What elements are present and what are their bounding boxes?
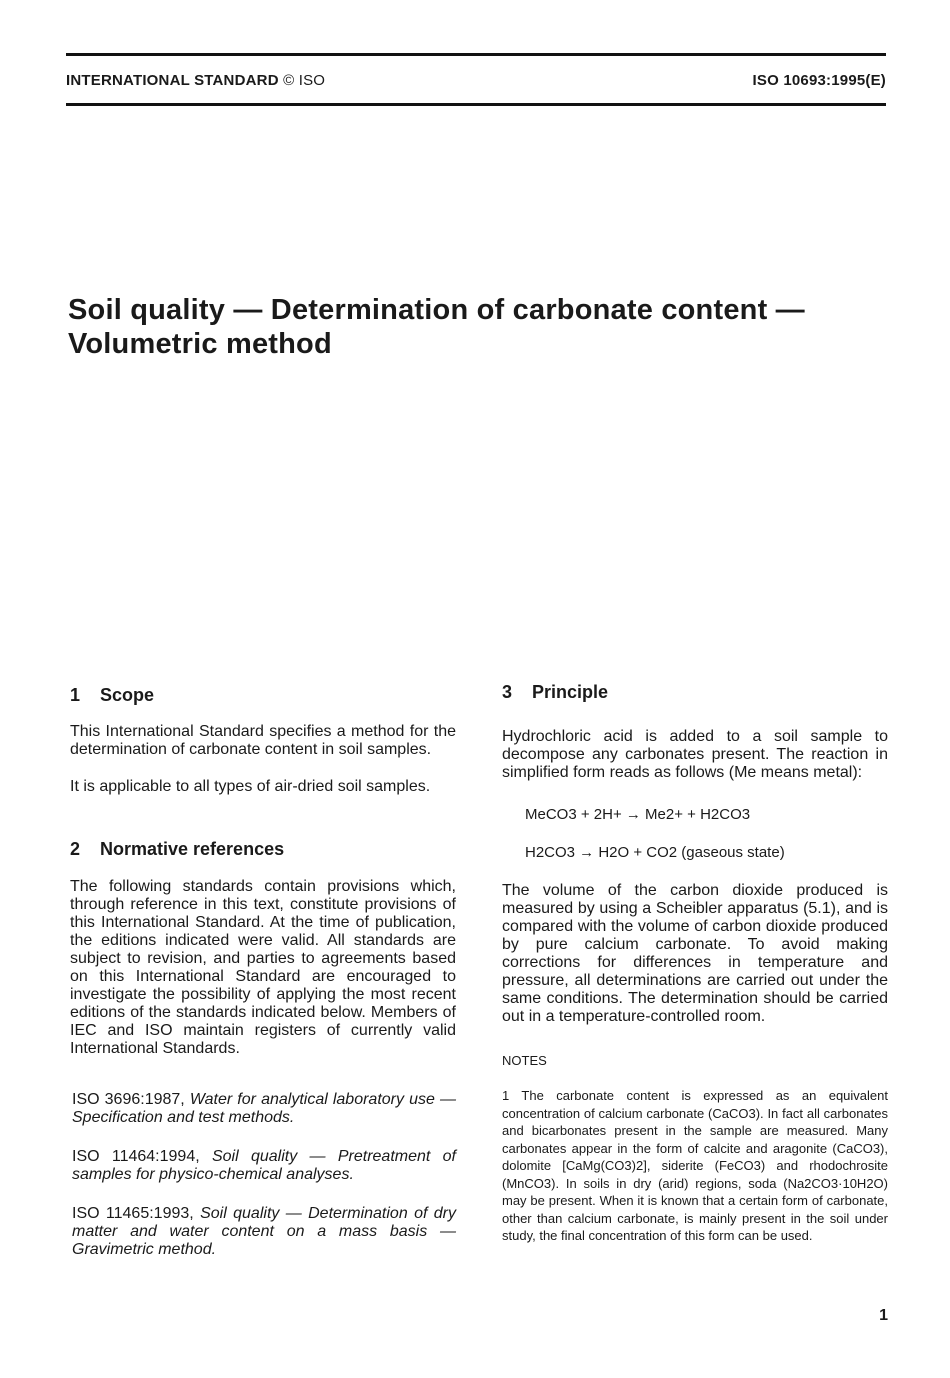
reference-item [72,1205,456,1259]
reference-title: Soil quality — Pretreatment of samples for physico-chemical analyses. [72,1148,456,1183]
section-title: Principle [532,682,609,702]
note-1: 1 The carbonate content is expressed as an equivalent concentration of calcium carbonate (CaCO3). In fact all carbonates and bicarbonates present in the sample are measured. Many carbonates appear in the form of calcite and aragonite (CaCO3), dolomite [CaMg(CO3)2], siderite (FeCO3) and rhodochrosite (MnCO3). In soils in dry (arid) regions, soda (Na2CO3·10H2O) may be present. When it is known that a certain form of carbonate, other than calcium carbonate, is mainly present in the soil under study, the final concentration of this form can be used. [502,1088,888,1243]
reference-code: ISO 3696:1987, [72,1091,185,1108]
reference-title: Soil quality — Determination of dry matter and water content on a mass basis — Gravimetric method. [72,1205,457,1258]
section-title: Normative references [100,839,285,859]
reference-item [72,1148,456,1184]
title-line-1: Soil quality — Determination of carbonate content — [68,294,805,326]
title-line-2: Volumetric method [68,328,332,360]
section-number: 1 [70,685,81,705]
section-number: 3 [502,682,513,702]
reference-item [72,1091,456,1127]
principle-paragraph-2: The volume of the carbon dioxide produced is measured by using a Scheibler apparatus (5.1), and is compared with the volume of carbon dioxide produced by pure calcium carbonate. To avoid making corrections for differences in temperature and pressure, all determinations are carried out under the same conditions. The determination should be carried out in a temperature-controlled room. [502,882,888,1025]
reference-code: ISO 11464:1994, [72,1148,200,1165]
scope-paragraph-1: This International Standard specifies a method for the determination of carbonate content in soil samples. [70,723,456,758]
section-3-heading [502,682,608,703]
header-document-ref: ISO 10693:1995(E) [752,72,886,89]
section-2-heading [70,839,284,860]
section-title: Scope [100,685,155,705]
notes-label: NOTES [502,1053,547,1068]
section-number: 2 [70,839,81,859]
reference-title: Water for analytical laboratory use — Specification and test methods. [72,1091,456,1126]
scope-paragraph-2: It is applicable to all types of air-dried soil samples. [70,778,431,795]
header-rule-bottom [66,103,886,106]
reaction-equation-1: MeCO3 + 2H+ → Me2+ + H2CO3 [525,806,751,823]
reference-code: ISO 11465:1993, [72,1205,194,1222]
page-header [66,72,886,89]
header-copyright: © ISO [283,72,326,89]
normative-paragraph: The following standards contain provisions which, through reference in this text, constitute provisions of this International Standard. At the time of publication, the editions indicated were valid. All standards are subject to revision, and parties to agreements based on this International Standard are encouraged to investigate the possibility of applying the most recent editions of the standards indicated below. Members of IEC and ISO maintain registers of currently valid International Standards. [70,878,456,1057]
page-number: 1 [879,1307,888,1324]
header-rule-top [66,53,886,56]
principle-paragraph-1: Hydrochloric acid is added to a soil sample to decompose any carbonates present. The reaction in simplified form reads as follows (Me means metal): [502,728,888,781]
reaction-equation-2: H2CO3 → H2O + CO2 (gaseous state) [525,844,785,861]
header-standard-label: INTERNATIONAL STANDARD [66,72,279,89]
document-title [68,293,888,361]
header-left [66,72,325,89]
section-1-heading [70,685,154,706]
